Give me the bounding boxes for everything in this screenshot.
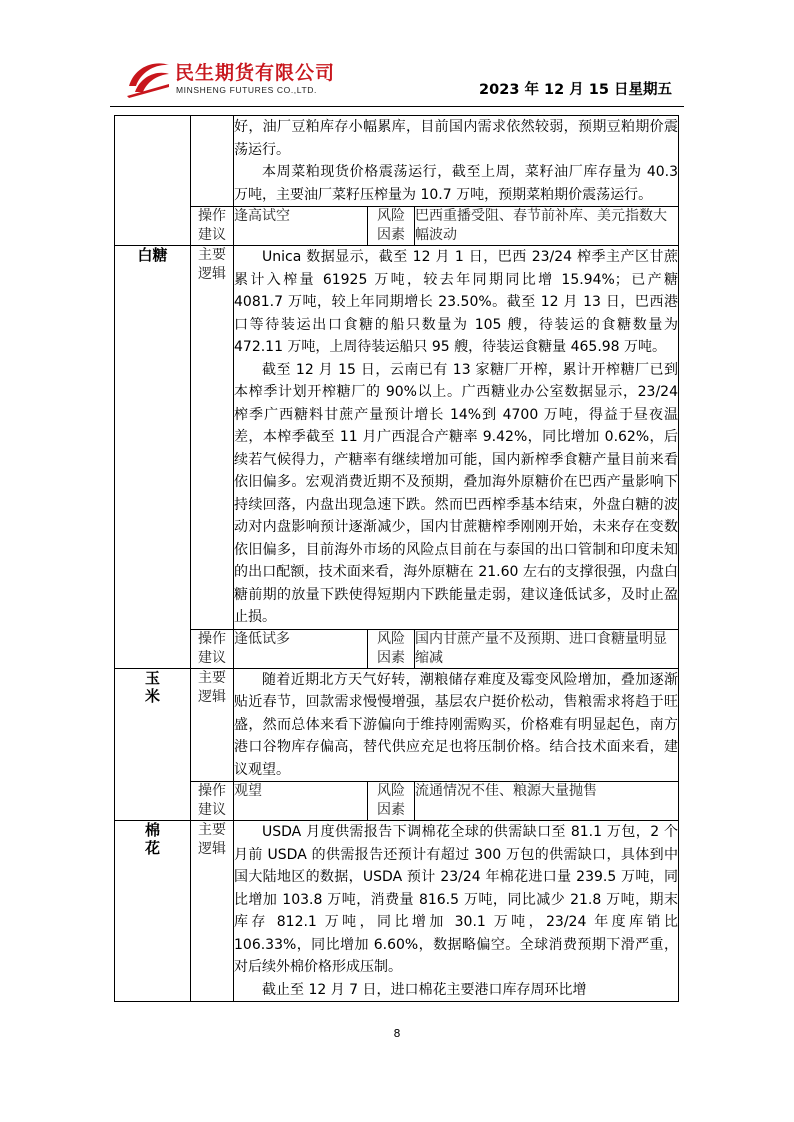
meal-risk-label [368,207,415,246]
minsheng-logo-icon [125,56,171,100]
corn-operation-value: 观望 [234,782,368,821]
risk-label-line-1: 风险 [377,208,405,224]
logo-english-name: MINSHENG FUTURES CO.,LTD. [176,85,317,95]
logic-label-line-2: 逻辑 [198,841,226,857]
sugar-paragraph-1: Unica 数据显示，截至 12 月 1 日，巴西 23/24 榨季主产区甘蔗累计入榨量 61925 万吨，较去年同期同比增 15.94%；已产糖 4081.7 万吨，较上年同期增长 23.50%。截至 12 月 13 日，巴西港口等待装运出口食糖的船只数量为 105 艘，待装运的食糖数量为 472.11 万吨，上周待装运船只 95 艘，待装运食糖量 465.98 万吨。 [234,249,678,355]
cotton-paragraph-1: USDA 月度供需报告下调棉花全球的供需缺口至 81.1 万包，2 个月前 USDA 的供需报告还预计有超过 300 万包的供需缺口，具体到中国大陆地区的数据，USDA 预计 23/24 年棉花进口量 239.5 万吨，同比增加 103.8 万吨，消费量 816.5 万吨，同比减少 21.8 万吨，期末库存 812.1 万吨，同比增加 30.1 万吨，23/24 年度库销比 106.33%，同比增加 6.60%，数据略偏空。全球消费预期下滑严重，对后续外棉价格形成压制。 [234,824,678,975]
corn-risk-value: 流通情况不佳、粮源大量抛售 [415,782,679,821]
operation-label-line-1: 操作 [198,783,226,799]
cotton-logic-text [234,821,679,1002]
operation-label-line-2: 建议 [198,802,226,818]
sugar-operation-row [115,629,679,668]
risk-label-line-1: 风险 [377,630,405,647]
sugar-risk-label [368,629,415,668]
commodity-table [114,115,679,1002]
corn-logic-label [191,668,234,782]
corn-paragraph-1: 随着近期北方天气好转，潮粮储存难度及霉变风险增加，叠加逐渐贴近春节，回款需求慢慢增强，基层农户挺价松动，售粮需求将趋于旺盛，然而总体来看下游偏向于维持刚需购买，价格难有明显起色，南方港口谷物库存偏高，替代供应充足也将压制价格。结合技术面来看，建议观望。 [234,671,678,778]
risk-label-line-2: 因素 [377,649,405,666]
meal-operation-label [191,207,234,246]
sugar-logic-row [115,246,679,630]
risk-label-line-1: 风险 [377,783,405,799]
sugar-operation-label [191,629,234,668]
cotton-logic-row [115,821,679,1002]
report-date: 2023 年 12 月 15 日星期五 [479,82,672,98]
company-logo [125,56,365,100]
corn-logic-row [115,668,679,782]
logic-label-line-2: 逻辑 [198,266,226,282]
cotton-category [115,821,191,1002]
risk-label-line-2: 因素 [377,227,405,243]
operation-label-line-2: 建议 [198,227,226,243]
sugar-logic-label [191,246,234,630]
cotton-category-char-1: 棉 [144,821,160,839]
corn-category [115,668,191,821]
sugar-logic-text [234,246,679,630]
meal-logic-row [115,116,679,207]
meal-operation-value: 逢高试空 [234,207,368,246]
page-number: 8 [393,1027,401,1040]
meal-risk-value: 巴西重播受阻、春节前补库、美元指数大幅波动 [415,207,679,246]
risk-label-line-2: 因素 [377,802,405,818]
logic-label-line-1: 主要 [198,822,226,838]
logic-label-line-1: 主要 [198,247,226,263]
header-divider [110,106,684,107]
logic-label-line-2: 逻辑 [198,688,226,705]
sugar-category [115,246,191,669]
operation-label-line-1: 操作 [198,630,226,647]
corn-operation-label [191,782,234,821]
sugar-operation-value: 逢低试多 [234,629,368,668]
sugar-category-char-1: 白 [137,246,153,264]
logic-label-line-1: 主要 [198,669,226,686]
meal-logic-text [234,116,679,207]
meal-operation-row [115,207,679,246]
meal-logic-label-cell [191,116,234,207]
meal-category-cell [115,116,191,246]
meal-paragraph-1: 好，油厂豆粕库存小幅累库，目前国内需求依然较弱，预期豆粕期价震荡运行。 [234,119,678,158]
meal-paragraph-2: 本周菜粕现货价格震荡运行，截至上周，菜籽油厂库存量为 40.3 万吨，主要油厂菜籽压榨量为 10.7 万吨，预期菜粕期价震荡运行。 [234,164,678,203]
cotton-logic-label [191,821,234,1002]
sugar-paragraph-2: 截至 12 月 15 日，云南已有 13 家糖厂开榨，累计开榨糖厂已到本榨季计划开榨糖厂的 90%以上。广西糖业办公室数据显示，23/24 榨季广西糖料甘蔗产量预计增长 14%到 4700 万吨，得益于昼夜温差，本榨季截至 11 月广西混合产糖率 9.42%，同比增加 0.62%，后续若气候得力，产糖率有继续增加可能，国内新榨季食糖产量目前来看依旧偏多。宏观消费近期不及预期，叠加海外原糖价在巴西产量影响下持续回落，内盘出现急速下跌。然而巴西榨季基本结束，外盘白糖的波动对内盘影响预计逐渐减少，国内甘蔗糖榨季刚刚开始，未来存在变数依旧偏多，目前海外市场的风险点目前在与泰国的出口管制和印度未知的出口配额，技术面来看，海外原糖在 21.60 左右的支撑很强，内盘白糖前期的放量下跌使得短期内下跌能量走弱，建议逢低试多，及时止盈止损。 [234,361,678,625]
corn-operation-row [115,782,679,821]
corn-risk-label [368,782,415,821]
sugar-risk-value: 国内甘蔗产量不及预期、进口食糖量明显缩减 [415,629,679,668]
corn-category-char-2: 米 [144,686,160,705]
corn-category-char-1: 玉 [144,668,160,687]
cotton-category-char-2: 花 [144,839,160,857]
operation-label-line-2: 建议 [198,649,226,666]
cotton-paragraph-2: 截止至 12 月 7 日，进口棉花主要港口库存周环比增 [262,981,587,998]
operation-label-line-1: 操作 [198,208,226,224]
logo-chinese-name: 民生期货有限公司 [175,62,336,84]
sugar-category-char-2: 糖 [152,246,168,264]
corn-logic-text [234,668,679,782]
